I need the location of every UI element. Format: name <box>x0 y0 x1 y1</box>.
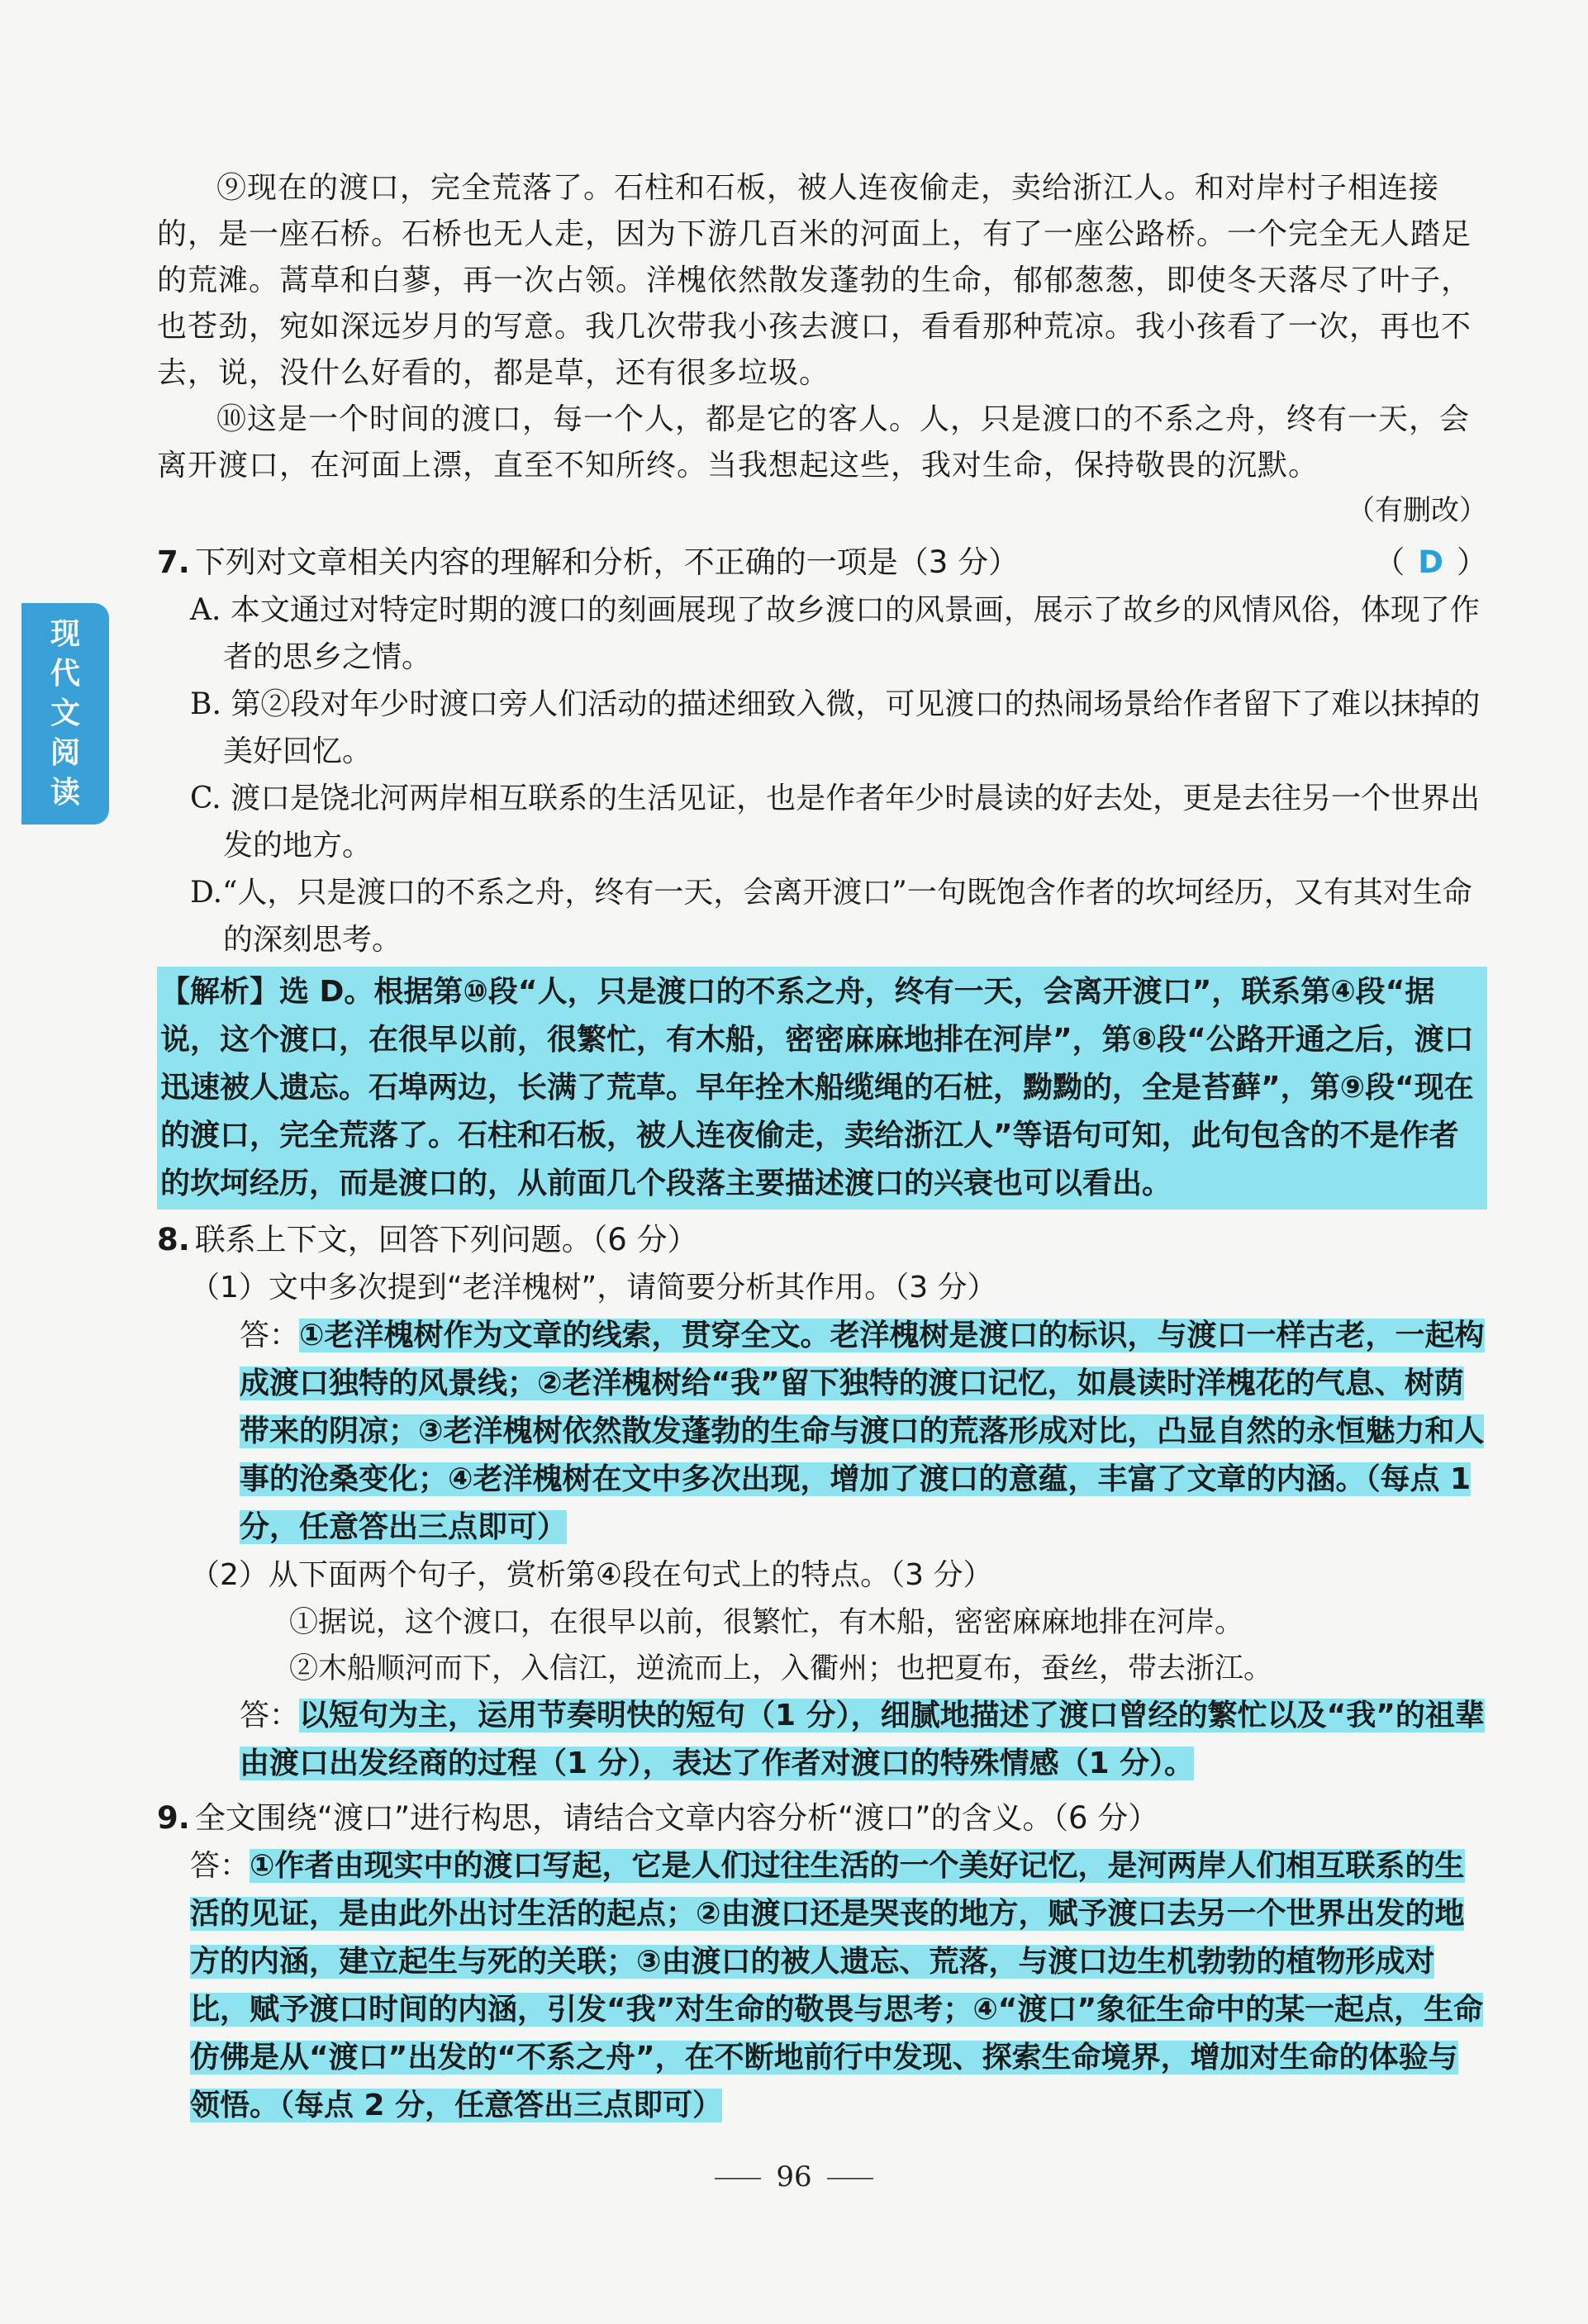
side-tab-char: 阅 <box>50 736 80 770</box>
question-number: 9. <box>157 1800 190 1836</box>
sub-question-2: （2）从下面两个句子，赏析第④段在句式上的特点。（3 分） <box>190 1558 993 1592</box>
question-8 <box>157 1216 1487 1788</box>
option-a: A. 本文通过对特定时期的渡口的刻画展现了故乡渡口的风景画，展示了故乡的风情风俗，体现了作者的思乡之情。 <box>190 593 1480 674</box>
analysis-text: 选 D。根据第⑩段“人，只是渡口的不系之舟，终有一天，会离开渡口”，联系第④段“据说，这个渡口，在很早以前，很繁忙，有木船，密密麻麻地排在河岸”，第⑧段“公路开通之后，渡口迅速被人遗忘。石埠两边，长满了荒草。早年拴木船缆绳的石桩，黝黝的，全是苔藓”，第⑨段“现在的渡口，完全荒落了。石柱和石板，被人连夜偷走，卖给浙江人”等语句可知，此句包含的不是作者的坎坷经历，而是渡口的，从前面几个段落主要描述渡口的兴衰也可以看出。 <box>160 975 1474 1200</box>
answer-letter: D <box>1418 544 1443 580</box>
analysis-tag: 【解析】 <box>160 975 280 1009</box>
answer-text: 以短句为主，运用节奏明快的短句（1 分），细腻地描述了渡口曾经的繁忙以及“我”的祖辈由渡口出发经商的过程（1 分），表达了作者对渡口的特殊情感（1 分）。 <box>240 1699 1485 1780</box>
passage-paragraph-10: ⑩这是一个时间的渡口，每一个人，都是它的客人。人，只是渡口的不系之舟，终有一天，会离开渡口，在河面上漂，直至不知所终。当我想起这些，我对生命，保持敬畏的沉默。 <box>157 402 1471 482</box>
question-text: 全文围绕“渡口”进行构思，请结合文章内容分析“渡口”的含义。（6 分） <box>194 1800 1159 1836</box>
section-side-tab <box>21 603 109 825</box>
answer-text: ①老洋槐树作为文章的线索，贯穿全文。老洋槐树是渡口的标识，与渡口一样古老，一起构成渡口独特的风景线；②老洋槐树给“我”留下独特的渡口记忆，如晨读时洋槐花的气息、树荫带来的阴凉；③老洋槐树依然散发蓬勃的生命与渡口的荒落形成对比，凸显自然的永恒魅力和人事的沧桑变化；④老洋槐树在文中多次出现，增加了渡口的意蕴，丰富了文章的内涵。（每点 1 分，任意答出三点即可） <box>240 1319 1485 1544</box>
answer-9 <box>157 1842 1487 2130</box>
example-sentence-1: ①据说，这个渡口，在很早以前，很繁忙，有木船，密密麻麻地排在河岸。 <box>289 1606 1244 1639</box>
side-tab-char: 代 <box>50 657 80 691</box>
option-d: D.“人，只是渡口的不系之舟，终有一天，会离开渡口”一句既饱含作者的坎坷经历，又有其对生命的深刻思考。 <box>190 876 1472 957</box>
side-tab-char: 现 <box>50 617 80 651</box>
question-stem <box>157 1216 1487 1264</box>
answer-label: 答： <box>190 1849 250 1883</box>
question-7 <box>157 539 1487 1210</box>
answer-1 <box>157 1312 1487 1552</box>
question-stem <box>157 1794 1487 1842</box>
source-note: （有删改） <box>1347 494 1487 527</box>
answer-2 <box>157 1692 1487 1788</box>
answer-label: 答： <box>240 1699 300 1732</box>
answer-text: ①作者由现实中的渡口写起，它是人们过往生活的一个美好记忆，是河两岸人们相互联系的生活的见证，是由此外出讨生活的起点；②由渡口还是哭丧的地方，赋予渡口去另一个世界出发的地方的内涵，建立起生与死的关联；③由渡口的被人遗忘、荒落，与渡口边生机勃勃的植物形成对比，赋予渡口时间的内涵，引发“我”对生命的敬畏与思考；④“渡口”象征生命中的某一起点，生命仿佛是从“渡口”出发的“不系之舟”，在不断地前行中发现、探索生命境界，增加对生命的体验与领悟。（每点 2 分，任意答出三点即可） <box>190 1849 1484 2122</box>
question-text: 下列对文章相关内容的理解和分析，不正确的一项是（3 分） <box>194 544 1020 580</box>
passage-paragraph-9: ⑨现在的渡口，完全荒落了。石柱和石板，被人连夜偷走，卖给浙江人。和对岸村子相连接的，是一座石桥。石桥也无人走，因为下游几百米的河面上，有了一座公路桥。一个完全无人踏足的荒滩。蒿草和白蓼，再一次占领。洋槐依然散发蓬勃的生命，郁郁葱葱，即使冬天落尽了叶子，也苍劲，宛如深远岁月的写意。我几次带我小孩去渡口，看看那种荒凉。我小孩看了一次，再也不去，说，没什么好看的，都是草，还有很多垃圾。 <box>157 171 1472 390</box>
option-c: C. 渡口是饶北河两岸相互联系的生活见证，也是作者年少时晨读的好去处，更是去往另一个世界出发的地方。 <box>190 782 1481 863</box>
footer-dash <box>827 2178 873 2179</box>
sub-question-1: （1）文中多次提到“老洋槐树”，请简要分析其作用。（3 分） <box>190 1271 997 1305</box>
question-stem <box>157 539 1487 587</box>
answer-bracket: （ D ） <box>1374 544 1487 580</box>
page-content <box>157 165 1487 2130</box>
question-number: 7. <box>157 544 190 580</box>
example-sentence-2: ②木船顺河而下，入信江，逆流而上，入衢州；也把夏布，蚕丝，带去浙江。 <box>289 1652 1273 1685</box>
answer-label: 答： <box>240 1319 300 1352</box>
analysis-block <box>157 967 1487 1210</box>
question-9 <box>157 1794 1487 2130</box>
footer-dash <box>715 2178 761 2179</box>
side-tab-char: 读 <box>50 776 80 810</box>
page-number: 96 <box>776 2160 812 2193</box>
side-tab-char: 文 <box>50 696 80 730</box>
option-b: B. 第②段对年少时渡口旁人们活动的描述细致入微，可见渡口的热闹场景给作者留下了难以抹掉的美好回忆。 <box>190 687 1481 768</box>
question-number: 8. <box>157 1222 190 1257</box>
page-footer <box>0 2160 1588 2193</box>
question-text: 联系上下文，回答下列问题。（6 分） <box>194 1222 698 1257</box>
